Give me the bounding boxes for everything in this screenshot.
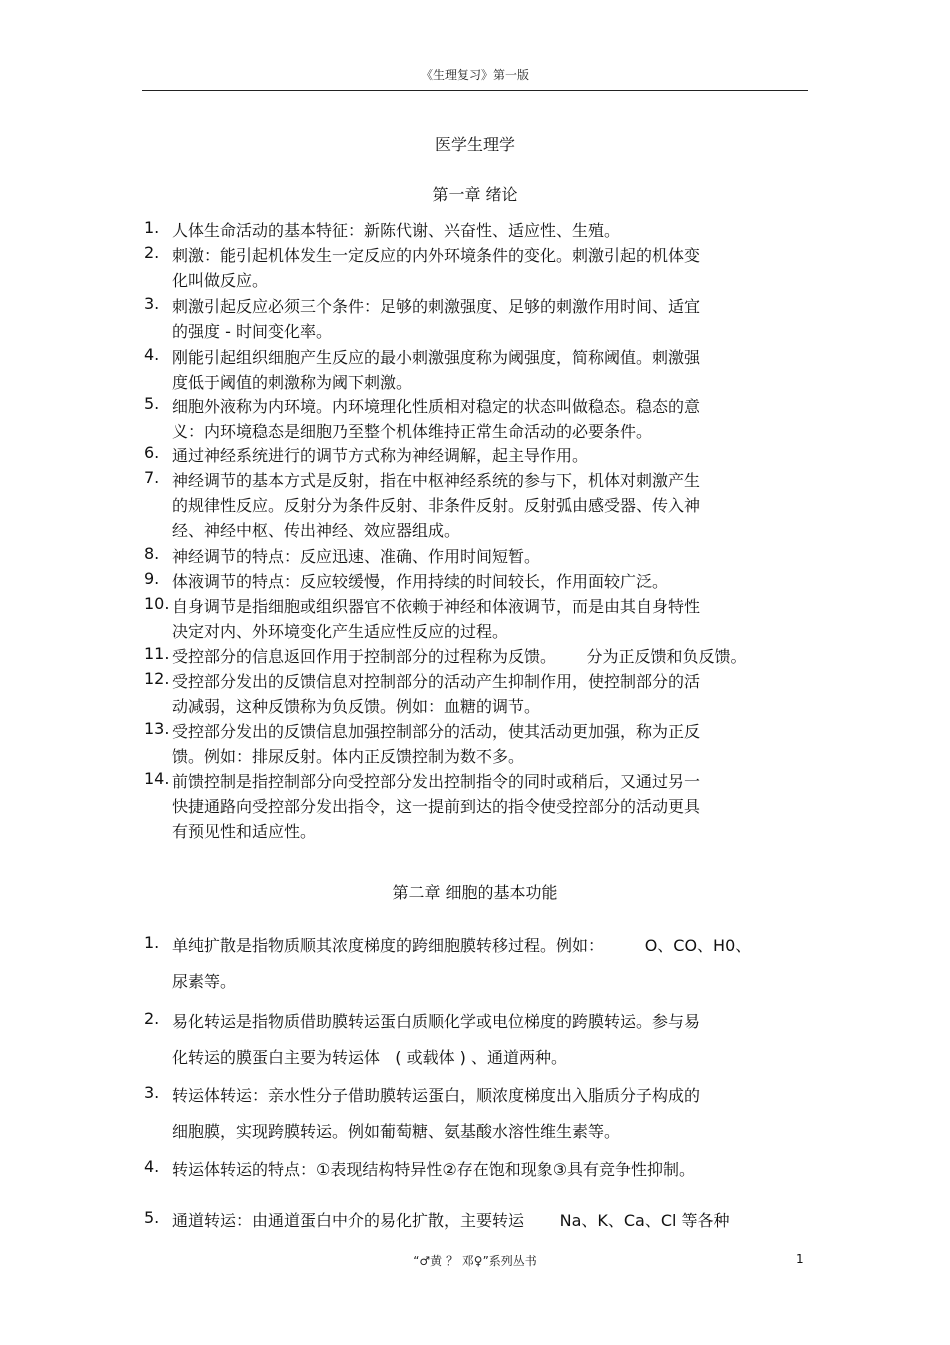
item-text-line: 受控部分的信息返回作用于控制部分的过程称为反馈。 分为正反馈和负反馈。 [172,647,747,666]
item-number: 8. [144,544,160,563]
item-text-line: 单纯扩散是指物质顺其浓度梯度的跨细胞膜转移过程。例如： O、CO、H0、 [172,936,752,955]
page-header: 《生理复习》第一版 [420,68,529,82]
item-text-line: 化叫做反应。 [172,271,269,290]
chapter2-title: 第二章 细胞的基本功能 [392,883,558,902]
item-text-line: 转运体转运的特点：①表现结构特异性②存在饱和现象③具有竞争性抑制。 [172,1160,696,1179]
item-text-line: 动减弱，这种反馈称为负反馈。例如：血糖的调节。 [172,697,541,716]
item-text-line: 神经调节的基本方式是反射，指在中枢神经系统的参与下，机体对刺激产生 [172,471,701,490]
item-number: 5. [144,394,160,413]
item-text-line: 前馈控制是指控制部分向受控部分发出控制指令的同时或稍后，又通过另一 [172,772,701,791]
item-text-line: 快捷通路向受控部分发出指令，这一提前到达的指令使受控部分的活动更具 [172,797,701,816]
item-text-line: 有预见性和适应性。 [172,822,317,841]
item-number: 14. [144,769,170,788]
item-number: 13. [144,719,170,738]
item-text-line: 度低于阈值的刺激称为阈下刺激。 [172,373,413,392]
item-text-line: 自身调节是指细胞或组织器官不依赖于神经和体液调节，而是由其自身特性 [172,597,701,616]
item-number: 11. [144,644,170,663]
item-number: 3. [144,1083,160,1102]
item-text-line: 转运体转运：亲水性分子借助膜转运蛋白，顺浓度梯度出入脂质分子构成的 [172,1086,701,1105]
item-text-line: 细胞外液称为内环境。内环境理化性质相对稳定的状态叫做稳态。稳态的意 [172,397,701,416]
item-text-line: 神经调节的特点：反应迅速、准确、作用时间短暂。 [172,547,541,566]
item-number: 3. [144,294,160,313]
item-text-line: 馈。例如：排尿反射。体内正反馈控制为数不多。 [172,747,525,766]
item-text-line: 决定对内、外环境变化产生适应性反应的过程。 [172,622,509,641]
page-footer: “♂黄 ？ 邓♀”系列丛书 [413,1254,537,1268]
item-text-line: 易化转运是指物质借助膜转运蛋白质顺化学或电位梯度的跨膜转运。参与易 [172,1012,701,1031]
item-text-line: 义：内环境稳态是细胞乃至整个机体维持正常生命活动的必要条件。 [172,422,653,441]
item-number: 6. [144,443,160,462]
item-number: 12. [144,669,170,688]
header-rule [142,90,808,91]
item-number: 9. [144,569,160,588]
item-number: 7. [144,468,160,487]
item-number: 4. [144,1157,160,1176]
item-text-line: 刺激：能引起机体发生一定反应的内外环境条件的变化。刺激引起的机体变 [172,246,701,265]
item-text-line: 人体生命活动的基本特征：新陈代谢、兴奋性、适应性、生殖。 [172,221,621,240]
item-text-line: 细胞膜，实现跨膜转运。例如葡萄糖、氨基酸水溶性维生素等。 [172,1122,621,1141]
item-number: 2. [144,1009,160,1028]
item-text-line: 经、神经中枢、传出神经、效应器组成。 [172,521,461,540]
item-text-line: 化转运的膜蛋白主要为转运体 ( 或载体 ) 、通道两种。 [172,1048,568,1067]
page-number: 1 [796,1252,804,1266]
item-number: 5. [144,1208,160,1227]
item-text-line: 受控部分发出的反馈信息加强控制部分的活动，使其活动更加强，称为正反 [172,722,701,741]
item-text-line: 的规律性反应。反射分为条件反射、非条件反射。反射弧由感受器、传入神 [172,496,701,515]
document-title: 医学生理学 [434,135,515,154]
item-text-line: 体液调节的特点：反应较缓慢，作用持续的时间较长，作用面较广泛。 [172,572,669,591]
item-text-line: 通过神经系统进行的调节方式称为神经调解，起主导作用。 [172,446,589,465]
item-number: 10. [144,594,170,613]
item-number: 2. [144,243,160,262]
item-text-line: 尿素等。 [172,972,237,991]
item-text-line: 的强度 - 时间变化率。 [172,322,332,341]
item-text-line: 通道转运：由通道蛋白中介的易化扩散，主要转运 Na、K、Ca、Cl 等各种 [172,1211,730,1230]
item-text-line: 刺激引起反应必须三个条件：足够的刺激强度、足够的刺激作用时间、适宜 [172,297,701,316]
item-number: 4. [144,345,160,364]
item-number: 1. [144,933,160,952]
chapter1-title: 第一章 绪论 [432,185,518,204]
item-text-line: 受控部分发出的反馈信息对控制部分的活动产生抑制作用，使控制部分的活 [172,672,701,691]
item-text-line: 刚能引起组织细胞产生反应的最小刺激强度称为阈强度，简称阈值。刺激强 [172,348,701,367]
item-number: 1. [144,218,160,237]
